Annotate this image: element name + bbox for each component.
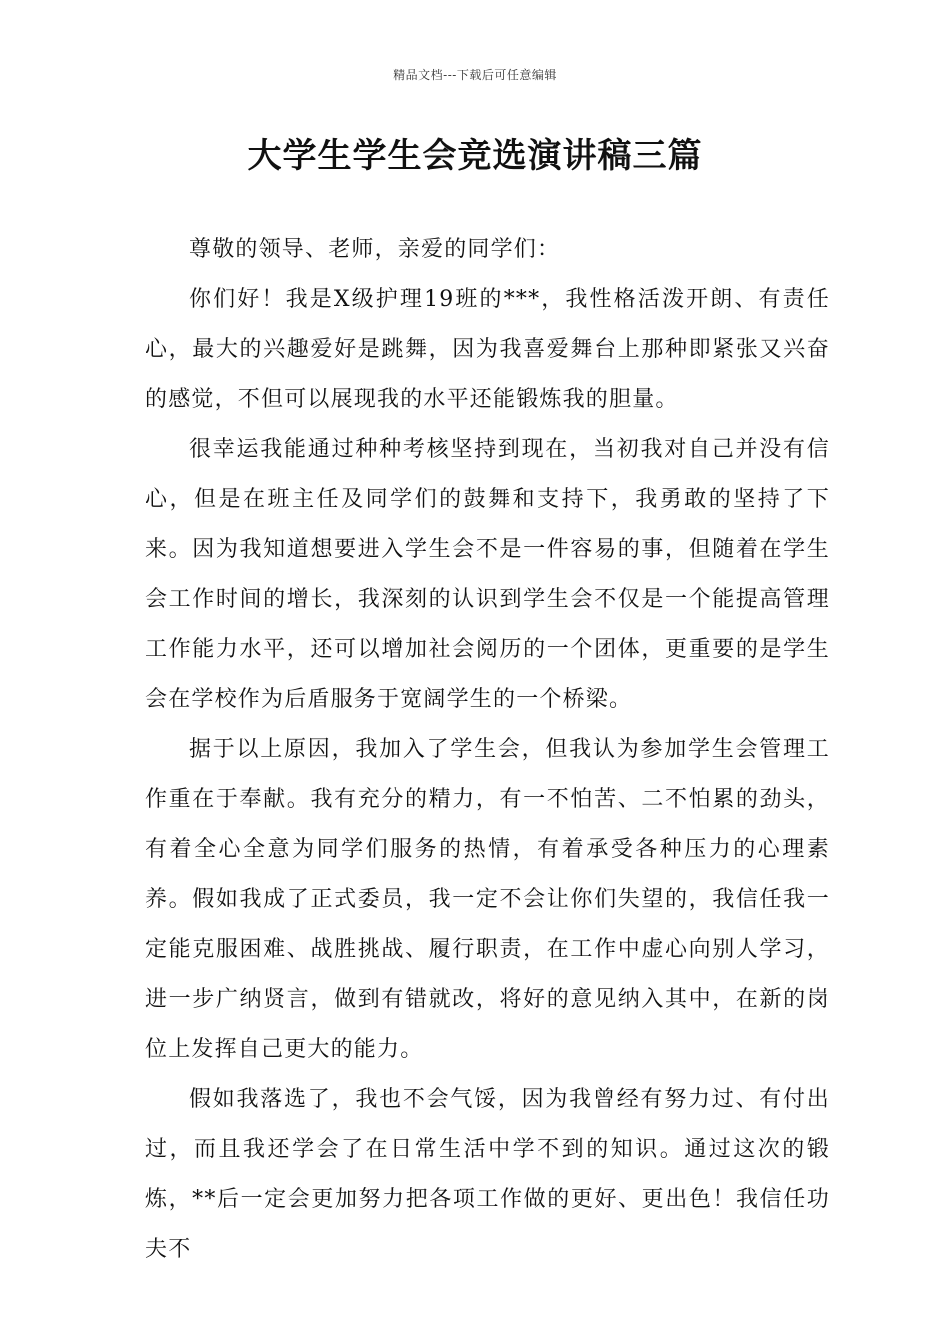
paragraph-salutation: 尊敬的领导、老师，亲爱的同学们： (189, 237, 561, 262)
paragraph: 你们好！我是X级护理19班的***，我性格活泼开朗、有责任心，最大的兴趣爱好是跳舞，因为我喜爱舞台上那种即紧张又兴奋的感觉，不但可以展现我的水平还能锻炼我的胆量。 (145, 287, 830, 412)
paragraph: 据于以上原因，我加入了学生会，但我认为参加学生会管理工作重在于奉献。我有充分的精力，有一不怕苦、二不怕累的劲头，有着全心全意为同学们服务的热情，有着承受各种压力的心理素养。假如我成了正式委员，我一定不会让你们失望的，我信任我一定能克服困难、战胜挑战、履行职责，在工作中虚心向别人学习，进一步广纳贤言，做到有错就改，将好的意见纳入其中，在新的岗位上发挥自己更大的能力。 (145, 737, 830, 1062)
paragraph: 很幸运我能通过种种考核坚持到现在，当初我对自己并没有信心，但是在班主任及同学们的鼓舞和支持下，我勇敢的坚持了下来。因为我知道想要进入学生会不是一件容易的事，但随着在学生会工作时间的增长，我深刻的认识到学生会不仅是一个能提高管理工作能力水平，还可以增加社会阅历的一个团体，更重要的是学生会在学校作为后盾服务于宽阔学生的一个桥梁。 (145, 437, 830, 712)
header-note: 精品文档---下载后可任意编辑 (393, 68, 557, 82)
document-title: 大学生学生会竞选演讲稿三篇 (247, 136, 703, 176)
paragraph: 假如我落选了，我也不会气馁，因为我曾经有努力过、有付出过，而且我还学会了在日常生活中学不到的知识。通过这次的锻炼，**后一定会更加努力把各项工作做的更好、更出色！我信任功夫不 (145, 1087, 830, 1262)
document-body (145, 225, 830, 1275)
